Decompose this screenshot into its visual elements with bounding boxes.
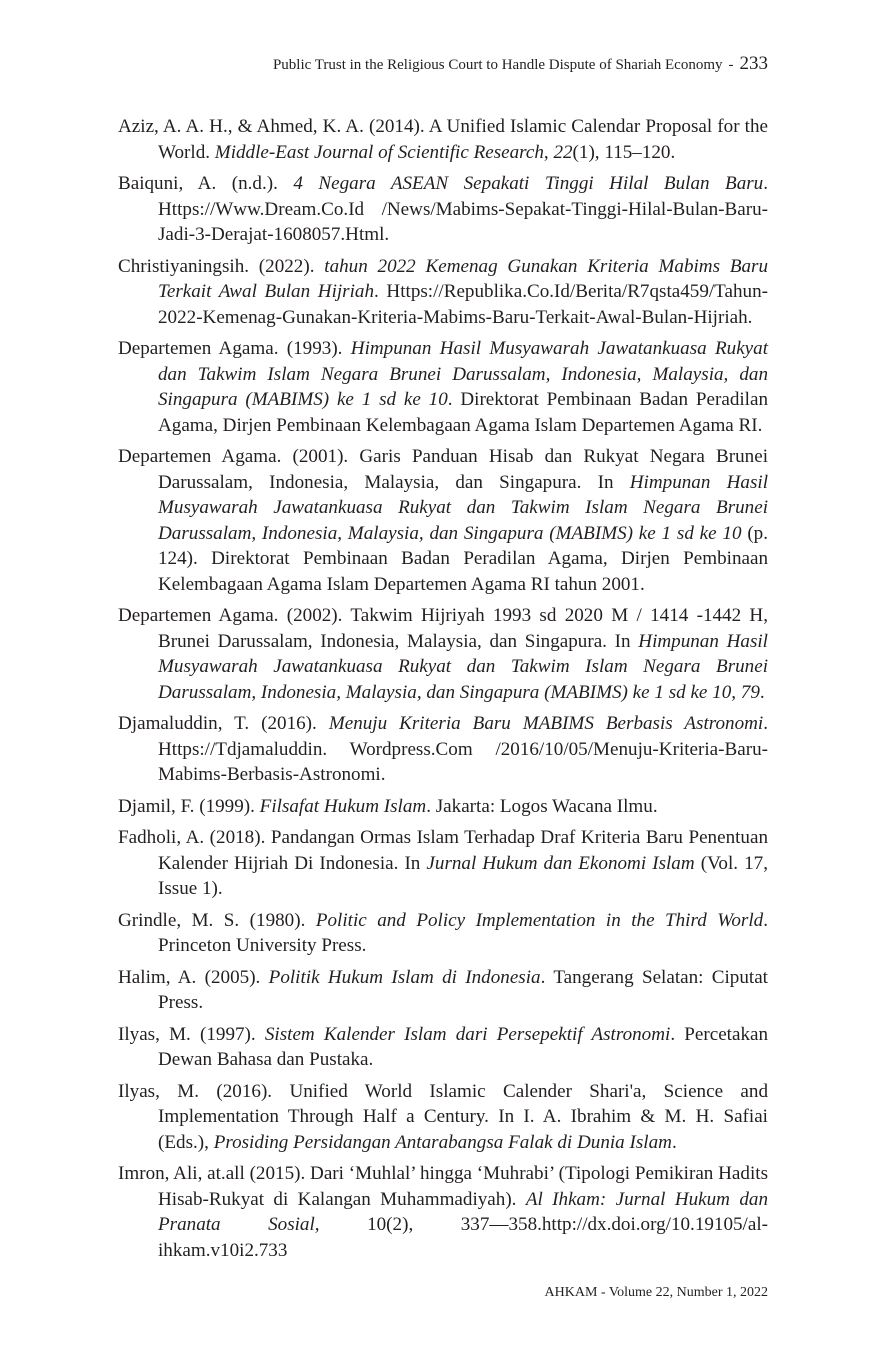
reference-text: Imron, Ali, at.all (2015). Dari ‘Muhlal’ hingga ‘Muhrabi’ (Tipologi Pemikiran Hadits Hisab-Rukyat di Kalangan Muhammadiyah). — [118, 1163, 768, 1210]
reference-entry — [118, 114, 768, 165]
reference-text: . — [671, 1131, 677, 1153]
footer-journal-info: AHKAM - Volume 22, Number 1, 2022 — [544, 1285, 768, 1300]
reference-text: . Https://Tdjamaluddin. Wordpress.Com /2016/10/05/Menuju-Kriteria-Baru-Mabims-Berbasis-Astronomi. — [158, 713, 768, 785]
reference-entry — [118, 603, 768, 705]
reference-italic-text: Politic and Policy Implementation in the Third World — [315, 909, 764, 931]
reference-entry — [118, 444, 768, 597]
reference-text: Departemen Agama. (2002). Takwim Hijriyah 1993 sd 2020 M / 1414 -1442 H, Brunei Darussalam, Indonesia, Malaysia, dan Singapura. In — [118, 605, 768, 652]
reference-italic-text: 4 Negara ASEAN Sepakati Tinggi Hilal Bulan Baru — [293, 173, 764, 194]
running-title: Public Trust in the Religious Court to Handle Dispute of Shariah Economy — [272, 57, 723, 73]
reference-text: . Https://Republika.Co.Id/Berita/R7qsta459/Tahun-2022-Kemenag-Gunakan-Kriteria-Mabims-Baru-Terkait-Awal-Bulan-Hijriah. — [158, 281, 768, 328]
reference-italic-text: Jurnal Hukum dan Ekonomi Islam — [426, 852, 695, 874]
reference-text: , — [543, 141, 554, 163]
reference-text: . Percetakan Dewan Bahasa dan Pustaka. — [158, 1023, 769, 1070]
reference-text: . — [759, 681, 765, 703]
reference-text: Halim, A. (2005). — [118, 966, 269, 988]
reference-entry — [118, 825, 768, 902]
reference-italic-text: Sistem Kalender Islam dari Persepektif Astronomi — [264, 1023, 671, 1045]
reference-entry — [118, 1079, 768, 1156]
reference-entry — [118, 1161, 768, 1263]
reference-text: . Jakarta: Logos Wacana Ilmu. — [426, 795, 658, 817]
reference-entry — [118, 254, 768, 331]
reference-italic-text: Himpunan Hasil Musyawarah Jawatankuasa Rukyat dan Takwim Islam Negara Brunei Darussalam, Indonesia, Malaysia, dan Singapura (MABIMS) ke 1 sd ke 10 — [158, 471, 768, 544]
reference-text: Fadholi, A. (2018). Pandangan Ormas Islam Terhadap Draf Kriteria Baru Penentuan Kalender Hijriah Di Indonesia. In — [118, 827, 768, 874]
reference-italic-text: Al Ihkam: Jurnal Hukum dan Pranata Sosial — [158, 1188, 768, 1235]
reference-text: Departemen Agama. (1993). — [118, 338, 351, 359]
reference-entry — [118, 794, 768, 820]
reference-entry — [118, 965, 768, 1016]
reference-italic-text: Filsafat Hukum Islam — [259, 795, 427, 817]
reference-list — [118, 114, 768, 1269]
reference-text: Djamaluddin, T. (2016). — [118, 713, 329, 734]
reference-entry — [118, 336, 768, 438]
reference-text: . Tangerang Selatan: Ciputat Press. — [158, 966, 768, 1013]
reference-entry — [118, 908, 768, 959]
reference-text: Ilyas, M. (1997). — [118, 1023, 265, 1045]
reference-italic-text: Prosiding Persidangan Antarabangsa Falak di Dunia Islam — [213, 1131, 672, 1153]
reference-text: Djamil, F. (1999). — [118, 795, 260, 817]
reference-italic-text: tahun 2022 Kemenag Gunakan Kriteria Mabims Baru Terkait Awal Bulan Hijriah — [158, 255, 769, 302]
reference-text: (Vol. 17, Issue 1). — [158, 852, 768, 899]
reference-entry — [118, 171, 768, 248]
reference-text: Baiquni, A. (n.d.). — [118, 173, 294, 194]
reference-italic-text: Politik Hukum Islam di Indonesia — [268, 966, 541, 988]
reference-text: (1), 115–120. — [572, 141, 676, 163]
reference-entry — [118, 1022, 768, 1073]
reference-text: Departemen Agama. (2001). Garis Panduan Hisab dan Rukyat Negara Brunei Darussalam, Indonesia, Malaysia, dan Singapura. In — [118, 446, 768, 493]
reference-italic-text: Menuju Kriteria Baru MABIMS Berbasis Astronomi — [328, 713, 764, 734]
reference-text: . Https://Www.Dream.Co.Id /News/Mabims-Sepakat-Tinggi-Hilal-Bulan-Baru-Jadi-3-Derajat-1608057.Html. — [158, 173, 768, 245]
reference-text: Christiyaningsih. (2022). — [118, 255, 325, 277]
reference-text: Ilyas, M. (2016). Unified World Islamic Calender Shari'a, Science and Implementation Through Half a Century. In I. A. Ibrahim & M. H. Safiai (Eds.), — [118, 1080, 768, 1153]
reference-italic-text: 22 — [553, 141, 573, 163]
reference-text: Grindle, M. S. (1980). — [118, 909, 316, 931]
reference-italic-text: Himpunan Hasil Musyawarah Jawatankuasa Rukyat dan Takwim Islam Negara Brunei Darussalam, Indonesia, Malaysia, dan Singapura (MABIMS) ke 1 sd ke 10, 79 — [158, 630, 768, 703]
header-separator: - — [728, 57, 734, 73]
reference-text: (p. 124). Direktorat Pembinaan Badan Peradilan Agama, Dirjen Pembinaan Kelembagaan Agama Islam Departemen Agama RI tahun 2001. — [158, 522, 768, 595]
page-number: 233 — [739, 53, 768, 74]
reference-italic-text: Middle-East Journal of Scientific Research — [214, 141, 544, 163]
reference-italic-text: Himpunan Hasil Musyawarah Jawatankuasa Rukyat dan Takwim Islam Negara Brunei Darussalam, Indonesia, Malaysia, dan Singapura (MABIMS) ke 1 sd ke 10 — [158, 338, 768, 410]
reference-text: . Princeton University Press. — [158, 909, 768, 956]
reference-text: Aziz, A. A. H., & Ahmed, K. A. (2014). A Unified Islamic Calendar Proposal for the World. — [118, 116, 768, 163]
running-header — [118, 52, 768, 77]
reference-entry — [118, 711, 768, 788]
reference-text: , 10(2), 337—358.http://dx.doi.org/10.19105/al-ihkam.v10i2.733 — [158, 1214, 768, 1261]
reference-text: . Direktorat Pembinaan Badan Peradilan Agama, Dirjen Pembinaan Kelembagaan Agama Islam Departemen Agama RI. — [158, 389, 769, 436]
